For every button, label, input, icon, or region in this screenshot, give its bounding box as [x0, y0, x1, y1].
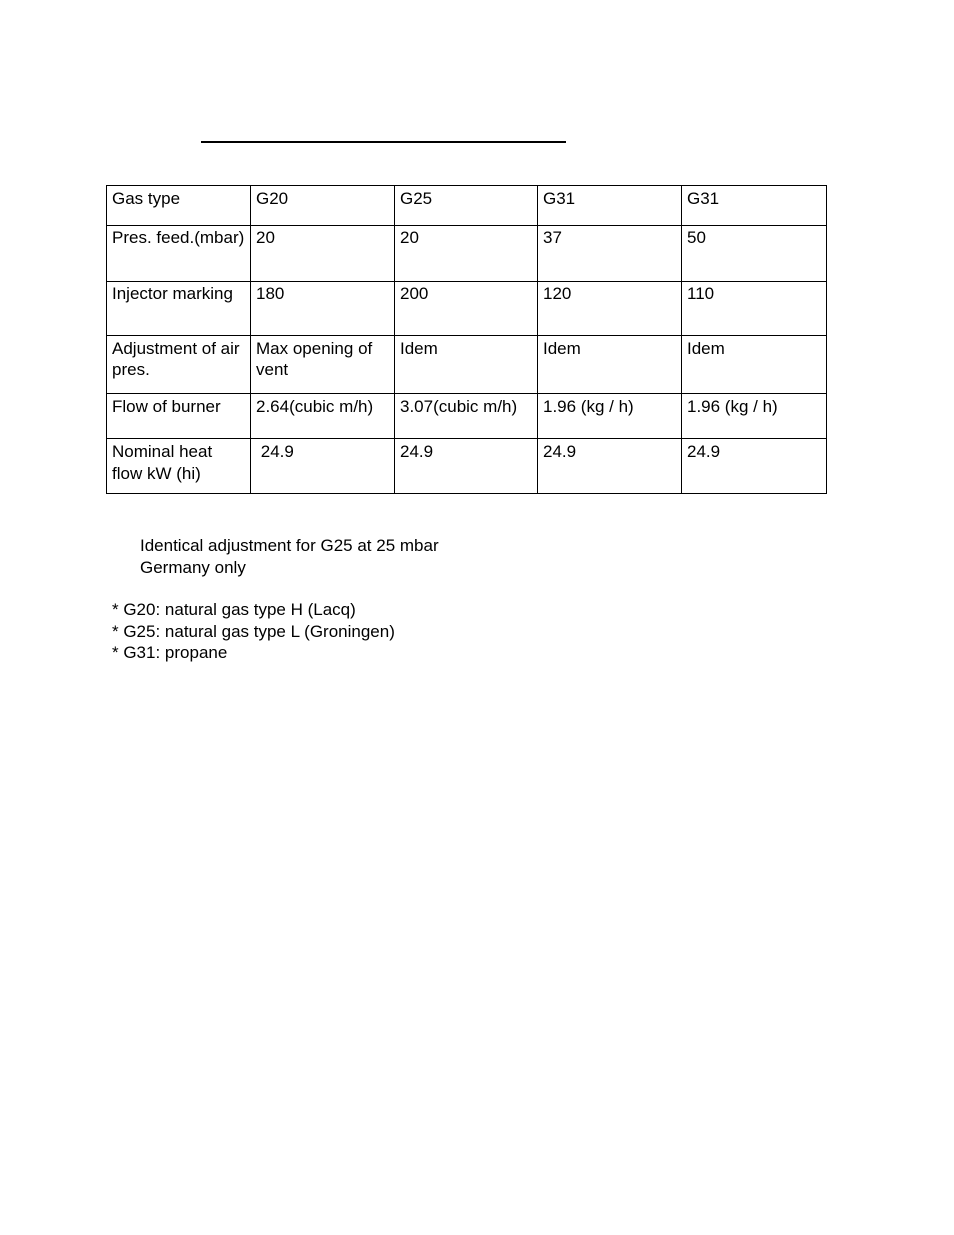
table-cell: 1.96 (kg / h)	[682, 394, 827, 439]
table-cell: 24.9	[682, 439, 827, 494]
table-row	[107, 186, 827, 226]
table-row	[107, 394, 827, 439]
table-cell: 110	[682, 282, 827, 336]
table-cell: 37	[538, 226, 682, 282]
legend-item: * G20: natural gas type H (Lacq)	[112, 600, 356, 619]
row-header-burner-flow: Flow of burner	[107, 394, 251, 439]
table-cell: G25	[395, 186, 538, 226]
table-row	[107, 282, 827, 336]
row-header-feed-pressure: Pres. feed.(mbar)	[107, 226, 251, 282]
table-cell: Max opening of vent	[251, 336, 395, 394]
row-header-air-pressure-adjustment: Adjustment of air pres.	[107, 336, 251, 394]
gas-type-legend	[112, 599, 395, 664]
note-line: Germany only	[140, 558, 246, 577]
table-cell: G31	[538, 186, 682, 226]
table-cell: G20	[251, 186, 395, 226]
row-header-injector-marking: Injector marking	[107, 282, 251, 336]
table-cell: 180	[251, 282, 395, 336]
legend-item: * G31: propane	[112, 643, 228, 662]
row-header-nominal-heat-flow: Nominal heat flow kW (hi)	[107, 439, 251, 494]
table-row	[107, 226, 827, 282]
table-row	[107, 336, 827, 394]
table-cell: G31	[682, 186, 827, 226]
table-cell: Idem	[538, 336, 682, 394]
legend-item: * G25: natural gas type L (Groningen)	[112, 621, 395, 641]
note-line: Identical adjustment for G25 at 25 mbar	[140, 536, 439, 555]
table-cell: 3.07(cubic m/h)	[395, 394, 538, 439]
title-underline	[201, 141, 566, 143]
adjustment-notes	[140, 535, 439, 579]
table-cell: 200	[395, 282, 538, 336]
table-cell: 24.9	[538, 439, 682, 494]
table-cell: 1.96 (kg / h)	[538, 394, 682, 439]
table-cell: 50	[682, 226, 827, 282]
table-cell: 24.9	[395, 439, 538, 494]
table-cell: Idem	[395, 336, 538, 394]
gas-settings-table	[106, 185, 827, 494]
row-header-gas-type: Gas type	[107, 186, 251, 226]
table-cell: 20	[395, 226, 538, 282]
table-cell: Idem	[682, 336, 827, 394]
table-cell: 24.9	[251, 439, 395, 494]
table-row	[107, 439, 827, 494]
table-cell: 20	[251, 226, 395, 282]
table-cell: 2.64(cubic m/h)	[251, 394, 395, 439]
table-cell: 120	[538, 282, 682, 336]
